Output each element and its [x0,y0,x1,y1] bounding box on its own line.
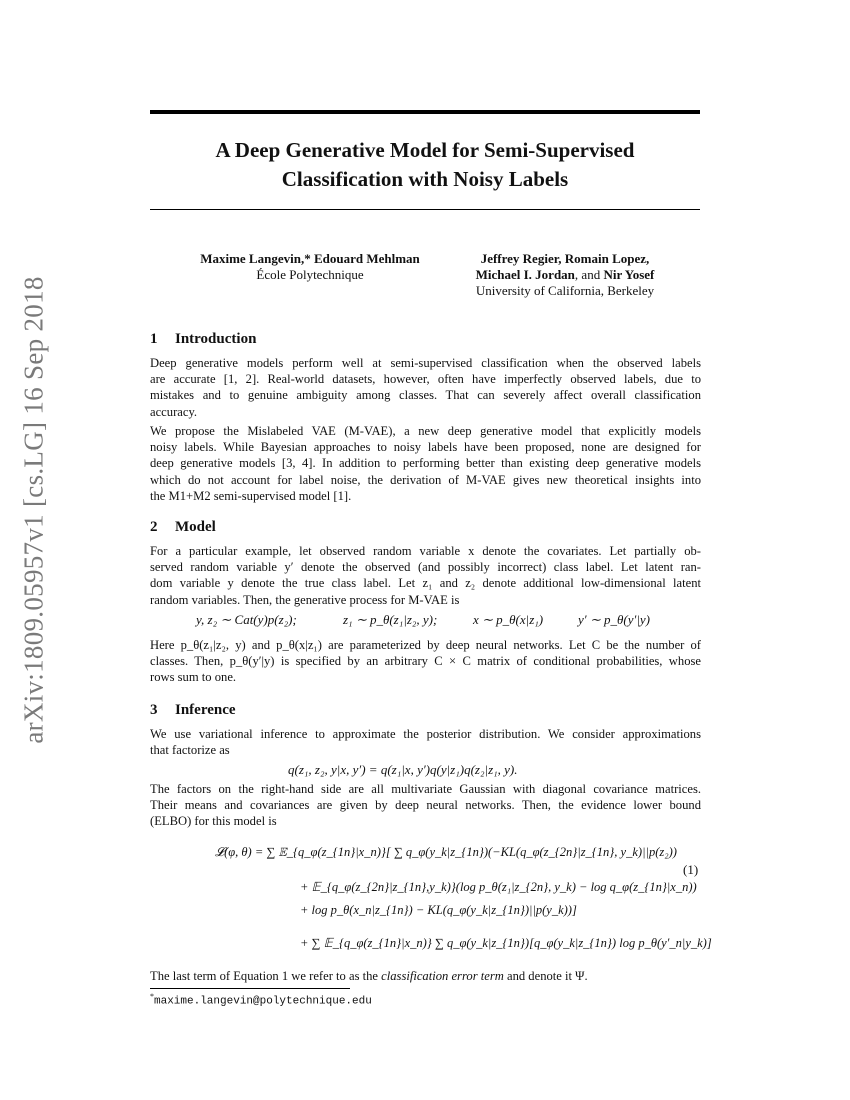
paper-title: A Deep Generative Model for Semi-Supervised Classification with Noisy Labels [215,138,635,191]
title-bottom-rule [150,209,700,210]
intro-paragraph-1: Deep generative models perform well at semi-supervised classification when the observed labels are accurate [1, 2]. Real-world datasets, however, often have imperfectly observed labels, due to mistakes and to genuine ambiguity among classes. That can severely affect overall classification accuracy. [150,356,701,419]
elbo-eq-line-1: 𝓛(φ, θ) = ∑ 𝔼_{q_φ(z_{1n}|x_n)}[ ∑ q_φ(y_k|z_{1n})(−KL(q_φ(z_{2n}|z_{1n}, y_k)||p(z₂)) [215,845,677,859]
arxiv-stamp: arXiv:1809.05957v1 [cs.LG] 16 Sep 2018 [18,276,49,744]
inference-paragraph-1: We use variational inference to approximate the posterior distribution. We consider approximations that factorize as [150,727,701,758]
footnote-rule [150,988,350,989]
model-paragraph-1: For a particular example, let observed random variable x denote the covariates. Let partially ob- served random variable y′ denote the observed (and possibly incorrect) class label. Let latent ran- dom variable y denote the true class label. Let z₁ and z₂ denote additional low-dimensional latent random variables. Then, the generative process for M-VAE is [150,544,701,607]
inference-paragraph-2: The factors on the right-hand side are all multivariate Gaussian with diagonal covariance matrices. Their means and covariances are given by deep neural networks. Then, the evidence lower bound (ELBO) for this model is [150,782,701,829]
generative-process-eq-4: y′ ∼ p_θ(y′|y) [578,612,651,627]
elbo-eq-line-4: + ∑ 𝔼_{q_φ(z_{1n}|x_n)} ∑ q_φ(y_k|z_{1n})[q_φ(y_k|z_{1n}) log p_θ(y′_n|y_k)] [300,936,712,950]
generative-process-eq-2: z₁ ∼ p_θ(z₁|z₂, y); [343,612,438,627]
author-block-right: Jeffrey Regier, Romain Lopez, Michael I. Jordan, and Nir Yosef University of California, Berkeley [475,251,655,298]
variational-factorization-eq: q(z₁, z₂, y|x, y′) = q(z₁|x, y′)q(y|z₁)q(z₂|z₁, y). [288,762,518,777]
generative-process-eq-1: y, z₂ ∼ Cat(y)p(z₂); [196,612,297,627]
section-heading-inference: 3 Inference [150,702,236,718]
equation-number: (1) [683,862,699,877]
model-paragraph-2: Here p_θ(z₁|z₂, y) and p_θ(x|z₁) are parameterized by deep neural networks. Let C be the number of classes. Then, p_θ(y′|y) is specified by an arbitrary C × C matrix of conditional probabilities, whose rows sum to one. [150,638,701,685]
author-block-left: Maxime Langevin,* Edouard Mehlman École Polytechnique [200,251,420,282]
inference-paragraph-3: The last term of Equation 1 we refer to as the classification error term and denote it Ψ. [150,969,588,983]
title-top-rule [150,110,700,114]
section-heading-introduction: 1 Introduction [150,331,257,347]
elbo-eq-line-2: + 𝔼_{q_φ(z_{2n}|z_{1n},y_k)}(log p_θ(z₁|z_{2n}, y_k) − log q_φ(z_{1n}|x_n)) [300,880,697,894]
section-heading-model: 2 Model [150,519,216,535]
footnote: *maxime.langevin@polytechnique.edu [150,992,372,1008]
intro-paragraph-2: We propose the Mislabeled VAE (M-VAE), a new deep generative model that explicitly models noisy labels. While Bayesian approaches to noisy labels have been proposed, none are designed for deep generative models [3, 4]. In addition to performing better than existing deep generative models which do not account for label noise, the derivation of M-VAE gives new theoretical insights into the M1+M2 semi-supervised model [1]. [150,424,701,503]
generative-process-eq-3: x ∼ p_θ(x|z₁) [473,612,544,627]
elbo-eq-line-3: + log p_θ(x_n|z_{1n}) − KL(q_φ(y_k|z_{1n})||p(y_k))] [300,903,577,917]
